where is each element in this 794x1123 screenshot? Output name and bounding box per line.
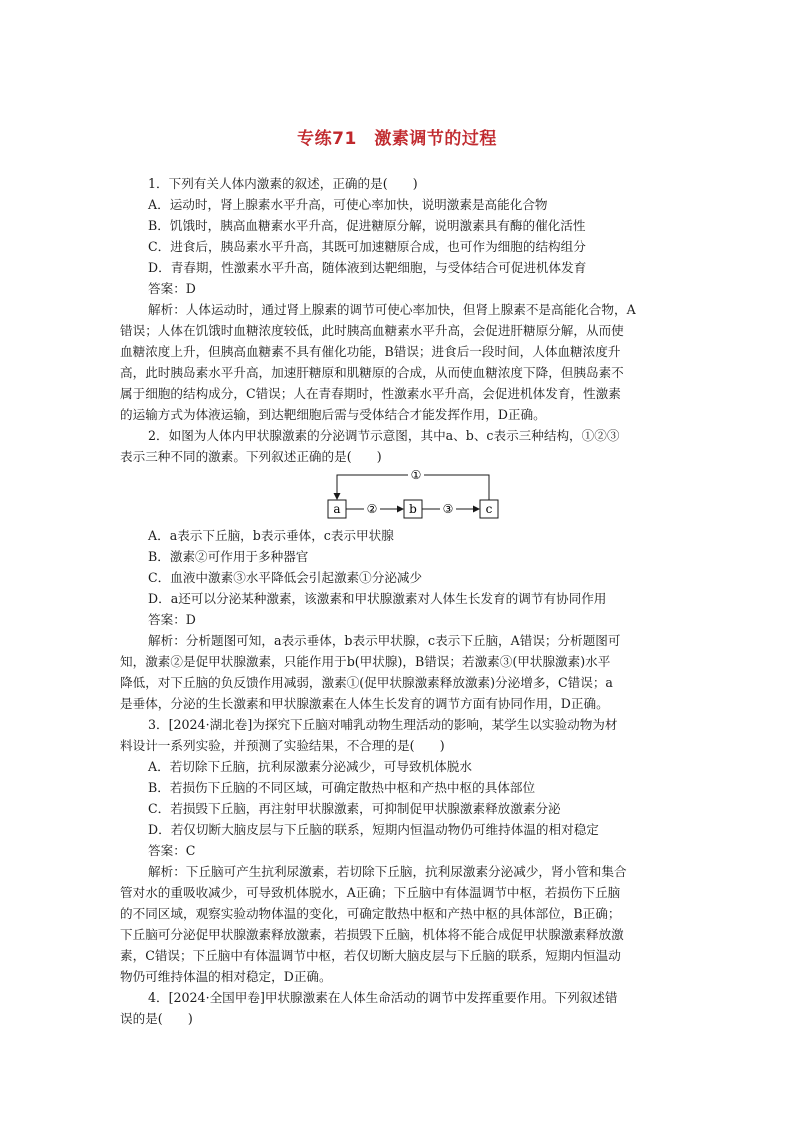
question-3-option-d: D．若仅切断大脑皮层与下丘脑的联系，短期内恒温动物仍可维持体温的相对稳定 [148, 822, 599, 837]
question-3-analysis: 解析：下丘脑可产生抗利尿激素，若切除下丘脑，抗利尿激素分泌减少，肾小管和集合 [148, 864, 627, 879]
hormone-1-label: ① [410, 468, 422, 482]
thyroid-regulation-diagram [326, 466, 506, 530]
question-2-analysis: 知，激素②是促甲状腺激素，只能作用于b(甲状腺)，B错误；若激素③(甲状腺激素)水平 [120, 654, 611, 669]
question-3-option-c: C．若损毁下丘脑，再注射甲状腺激素，可抑制促甲状腺激素释放激素分泌 [148, 801, 561, 816]
question-2-option-a: A．a表示下丘脑，b表示垂体，c表示甲状腺 [148, 528, 394, 543]
page-title: 专练71 激素调节的过程 [297, 129, 497, 149]
structure-c-label: c [485, 502, 493, 516]
question-1-analysis: 血糖浓度上升，但胰高血糖素不具有催化功能，B错误；进食后一段时间，人体血糖浓度升 [120, 344, 621, 359]
question-1-option-a: A．运动时，肾上腺素水平升高，可使心率加快，说明激素是高能化合物 [148, 197, 548, 212]
question-1-analysis: 的运输方式为体液运输，到达靶细胞后需与受体结合才能发挥作用，D正确。 [120, 407, 546, 422]
structure-b-label: b [409, 502, 417, 516]
question-3-stem: 料设计一系列实验，并预测了实验结果，不合理的是( ) [120, 738, 445, 753]
question-2-option-d: D．a还可以分泌某种激素，该激素和甲状腺激素对人体生长发育的调节有协同作用 [148, 591, 607, 606]
question-3-option-a: A．若切除下丘脑，抗利尿激素分泌减少，可导致机体脱水 [148, 759, 472, 774]
hormone-2-label: ② [366, 502, 378, 516]
question-2-option-b: B．激素②可作用于多种器官 [148, 549, 309, 564]
question-3-analysis: 的不同区域，观察实验动物体温的变化，可确定散热中枢和产热中枢的具体部位，B正确； [120, 906, 621, 921]
question-2-analysis: 是垂体，分泌的生长激素和甲状腺激素在人体生长发育的调节方面有协同作用，D正确。 [120, 696, 609, 711]
question-1-option-d: D．青春期，性激素水平升高，随体液到达靶细胞，与受体结合可促进机体发育 [148, 260, 587, 275]
question-2-stem: 2．如图为人体内甲状腺激素的分泌调节示意图，其中a、b、c表示三种结构，①②③ [148, 428, 620, 443]
question-4-stem: 误的是( ) [120, 1011, 193, 1026]
structure-a-label: a [333, 502, 341, 516]
question-1-answer: 答案：D [148, 281, 196, 296]
question-1-analysis: 高，此时胰岛素水平升高，加速肝糖原和肌糖原的合成，从而使血糖浓度下降，但胰岛素不 [120, 365, 624, 380]
question-3-option-b: B．若损伤下丘脑的不同区域，可确定散热中枢和产热中枢的具体部位 [148, 780, 536, 795]
question-1-analysis: 解析：人体运动时，通过肾上腺素的调节可使心率加快，但肾上腺素不是高能化合物，A [148, 302, 636, 317]
question-1-analysis: 属于细胞的结构成分，C错误；人在青春期时，性激素水平升高，会促进机体发育，性激素 [120, 386, 621, 401]
question-3-analysis: 管对水的重吸收减少，可导致机体脱水，A正确；下丘脑中有体温调节中枢，若损伤下丘脑 [120, 885, 621, 900]
question-2-analysis: 降低，对下丘脑的负反馈作用减弱，激素①(促甲状腺激素释放激素)分泌增多，C错误；a [120, 675, 613, 690]
question-3-analysis: 物仍可维持体温的相对稳定，D正确。 [120, 969, 332, 984]
question-2-answer: 答案：D [148, 612, 196, 627]
question-1-analysis: 错误；人体在饥饿时血糖浓度较低，此时胰高血糖素水平升高，会促进肝糖原分解，从而使 [120, 323, 624, 338]
question-3-answer: 答案：C [148, 843, 196, 858]
question-3-analysis: 素，C错误；下丘脑中有体温调节中枢，若仅切断大脑皮层与下丘脑的联系，短期内恒温动 [120, 948, 621, 963]
hormone-3-label: ③ [442, 502, 454, 516]
question-4-stem: 4．[2024·全国甲卷]甲状腺激素在人体生命活动的调节中发挥重要作用。下列叙述错 [148, 990, 618, 1005]
question-2-option-c: C．血液中激素③水平降低会引起激素①分泌减少 [148, 570, 423, 585]
question-1-option-b: B．饥饿时，胰高血糖素水平升高，促进糖原分解，说明激素具有酶的催化活性 [148, 218, 586, 233]
question-3-stem: 3．[2024·湖北卷]为探究下丘脑对哺乳动物生理活动的影响，某学生以实验动物为材 [148, 717, 618, 732]
question-1-stem: 1．下列有关人体内激素的叙述，正确的是( ) [148, 176, 418, 191]
question-3-analysis: 下丘脑可分泌促甲状腺激素释放激素，若损毁下丘脑，机体将不能合成促甲状腺激素释放激 [120, 927, 624, 942]
question-2-analysis: 解析：分析题图可知，a表示垂体，b表示甲状腺，c表示下丘脑，A错误；分析题图可 [148, 633, 621, 648]
question-1-option-c: C．进食后，胰岛素水平升高，其既可加速糖原合成，也可作为细胞的结构组分 [148, 239, 586, 254]
question-2-stem: 表示三种不同的激素。下列叙述正确的是( ) [120, 449, 382, 464]
